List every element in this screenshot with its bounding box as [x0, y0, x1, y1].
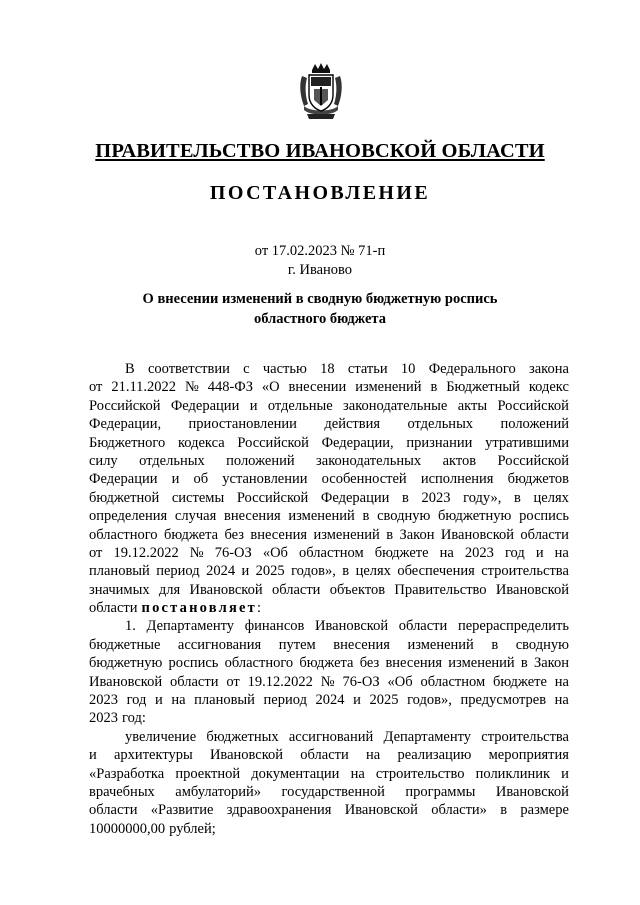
word: и [89, 747, 97, 764]
word: Ивановской [344, 802, 418, 819]
word: реализацию [397, 747, 472, 764]
word: 2024 [206, 563, 236, 580]
word: бюджетных [206, 728, 279, 745]
word: кодекса [177, 434, 225, 451]
word: исполнения [420, 471, 494, 488]
word: изменений [407, 636, 474, 653]
word: период [156, 563, 200, 580]
word: бюджетные [89, 636, 161, 653]
word: строительства [481, 728, 569, 745]
word: Бюджетный [446, 379, 520, 396]
body-line [89, 783, 569, 801]
word: В [125, 361, 135, 377]
word: на [554, 673, 569, 690]
word: Российской [497, 397, 569, 414]
word: на [171, 692, 186, 709]
word: «О [261, 379, 280, 396]
word: роспись [519, 508, 569, 525]
word: Закон [533, 655, 569, 672]
word: в [362, 508, 370, 525]
word: период [263, 692, 307, 709]
word: 21.11.2022 [111, 379, 177, 396]
word: бюджета [163, 526, 219, 543]
word: внесения [333, 636, 390, 653]
body-line [89, 360, 569, 378]
word: особенностей [321, 471, 407, 488]
word: и [154, 692, 163, 709]
body-line [89, 654, 569, 672]
word: Федерации [89, 471, 158, 488]
word: и [535, 544, 544, 561]
body-line [89, 728, 569, 746]
word: Ивановской [315, 618, 389, 635]
word: и [241, 563, 250, 580]
word: внесения [385, 655, 443, 672]
word: годов», [291, 563, 336, 580]
word: поликлиник [475, 765, 551, 782]
city-line: г. Иваново [287, 262, 353, 278]
word: документации [251, 765, 340, 782]
word: в [500, 802, 508, 819]
word: от [226, 673, 240, 690]
word: путем [278, 636, 316, 653]
word: в [402, 489, 409, 506]
resolves-word: постановляет [141, 600, 257, 617]
word: целях [355, 563, 391, 580]
word: строительство [375, 765, 465, 782]
word: году», [463, 489, 502, 506]
word: на [554, 544, 569, 561]
word: без [224, 526, 244, 543]
body-line [89, 562, 569, 580]
government-title: ПРАВИТЕЛЬСТВО ИВАНОВСКОЙ ОБЛАСТИ [95, 140, 545, 162]
word: Федерации, [321, 434, 394, 451]
word: 19.12.2022 [113, 544, 179, 561]
word: «Разработка [89, 765, 165, 782]
word: Федерального [428, 361, 516, 377]
word: в [520, 655, 528, 672]
word: от [89, 544, 103, 561]
word: 2023 [421, 489, 451, 506]
word: законодательные [343, 397, 448, 414]
word: приостановлении [188, 416, 297, 433]
word: утратившими [485, 434, 569, 451]
word: бюджетной [89, 489, 160, 506]
body-line [89, 617, 569, 635]
word: изменений [288, 508, 355, 525]
word: архитектуры [114, 747, 193, 764]
word: акты [457, 397, 488, 414]
word: признании [406, 434, 473, 451]
word: силу [89, 452, 118, 469]
word: год: [122, 710, 146, 727]
word: области [398, 618, 448, 635]
word: области [89, 802, 138, 819]
body-line [89, 544, 569, 562]
document-type-title: ПОСТАНОВЛЕНИЕ [209, 182, 431, 204]
word: Российской [89, 397, 161, 414]
word: 18 [320, 361, 335, 377]
word: 19.12.2022 [247, 673, 313, 690]
body-line [89, 526, 569, 544]
word: объектов [329, 581, 386, 598]
word: Департаменту [383, 728, 472, 745]
word: значимых [89, 581, 150, 598]
word: плановый [194, 692, 255, 709]
word: Российской [497, 452, 569, 469]
word: плановый [89, 563, 150, 580]
word: области [300, 747, 349, 764]
word: области [271, 581, 321, 598]
body-line [89, 415, 569, 433]
word: кодекс [528, 379, 569, 396]
word: областном [299, 544, 364, 561]
word: соответствии [147, 361, 230, 377]
word: и [561, 765, 569, 782]
word: в [386, 526, 394, 543]
word: 448-ФЗ [207, 379, 253, 396]
word: 2024 [315, 692, 345, 709]
word: Федерации, [89, 416, 162, 433]
word: сводную [377, 508, 431, 525]
word: на [350, 765, 365, 782]
word: бюджетную [438, 508, 512, 525]
word: 76-ОЗ [342, 673, 380, 690]
date-block [70, 242, 570, 280]
word: бюджетную [89, 655, 163, 672]
word: перераспределить [457, 618, 569, 635]
word: увеличение [125, 728, 197, 745]
word: без [359, 655, 380, 672]
word: Ивановской [495, 581, 569, 598]
word: отдельных [139, 452, 205, 469]
word: системы [171, 489, 225, 506]
word: областном [420, 673, 486, 690]
word: области» [431, 802, 487, 819]
subject-line-1: О внесении изменений в сводную бюджетную роспись [142, 291, 498, 307]
word: положений [226, 452, 295, 469]
word: Российской [237, 434, 309, 451]
word: статьи [347, 361, 388, 377]
word: 2025 [369, 692, 399, 709]
word: отдельные [267, 397, 333, 414]
word: в [514, 489, 521, 506]
word: на [439, 544, 454, 561]
word: законодательных [316, 452, 422, 469]
word: мероприятия [488, 747, 569, 764]
word: роспись [168, 655, 219, 672]
word: программы [405, 783, 476, 800]
word: размере [520, 802, 569, 819]
body-line [89, 691, 569, 709]
word: государственной [281, 783, 385, 800]
word: финансов [244, 618, 305, 635]
word: отдельных [407, 416, 474, 433]
word: изменений [355, 379, 422, 396]
body-line [89, 673, 569, 691]
word: положений [500, 416, 569, 433]
word: 76-ОЗ [214, 544, 252, 561]
word: Ивановской [495, 783, 569, 800]
subject-heading [70, 290, 570, 329]
word: предусмотрев [460, 692, 547, 709]
word: бюджетов [507, 471, 569, 488]
body-line [89, 434, 569, 452]
word: действия [324, 416, 380, 433]
word: бюджете [374, 544, 429, 561]
word: внесения [250, 526, 308, 543]
word: областного [89, 526, 158, 543]
word: закона [529, 361, 569, 377]
word: Ивановской [440, 526, 515, 543]
word: проектной [175, 765, 241, 782]
word: «Развитие [150, 802, 214, 819]
body-line [89, 581, 569, 599]
word: и [249, 397, 258, 414]
word: амбулаторий» [175, 783, 262, 800]
coat-of-arms-emblem [298, 62, 344, 122]
word: ассигнования [177, 636, 262, 653]
body-text [89, 360, 569, 838]
word: бюджете [493, 673, 547, 690]
word: Закон [399, 526, 435, 543]
word: в [342, 563, 350, 580]
body-line [89, 709, 569, 727]
word: с [243, 361, 250, 377]
word: 2023 [464, 544, 494, 561]
word: на [554, 692, 569, 709]
body-line [89, 765, 569, 783]
word: врачебных [89, 783, 155, 800]
word: годов», [407, 692, 452, 709]
word: «Об [387, 673, 413, 690]
word: 10000000,00 [89, 820, 166, 837]
word: 2025 [255, 563, 285, 580]
word: от [89, 379, 103, 396]
body-line [89, 636, 569, 654]
word: об [193, 471, 209, 488]
word: 2023 [89, 710, 118, 727]
word: № [184, 379, 199, 396]
word: Федерации [320, 489, 390, 506]
word: Правительство [394, 581, 487, 598]
date-number-line: от 17.02.2023 № 71-п [254, 243, 386, 259]
body-line [89, 820, 569, 838]
body-line [89, 397, 569, 415]
word: сводную [515, 636, 569, 653]
word: год [504, 544, 525, 561]
word: актов [442, 452, 477, 469]
word: ассигнований [288, 728, 374, 745]
word: в [491, 636, 499, 653]
word: Департаменту [146, 618, 235, 635]
word: 1. [125, 618, 136, 635]
word: № [189, 544, 204, 561]
word: и [353, 692, 361, 709]
word: внесении [288, 379, 347, 396]
word: Ивановской [209, 747, 284, 764]
word: «Об [262, 544, 288, 561]
word: здравоохранения [226, 802, 332, 819]
body-line [89, 801, 569, 819]
body-line [89, 746, 569, 764]
word: области [169, 673, 219, 690]
word: рублей; [169, 820, 216, 837]
word: бюджета [299, 655, 354, 672]
word: Ивановской [189, 581, 263, 598]
word: обеспечения [397, 563, 475, 580]
word: изменений [448, 655, 515, 672]
word: изменений [313, 526, 380, 543]
word: Российской [236, 489, 309, 506]
word: частью [262, 361, 307, 377]
word: определения [89, 508, 168, 525]
coat-of-arms-icon [298, 62, 344, 122]
subject-line-2: областного бюджета [254, 310, 386, 327]
body-line [89, 452, 569, 470]
word: на [366, 747, 381, 764]
body-line [89, 507, 569, 525]
word: Ивановской [89, 673, 163, 690]
body-line [89, 489, 569, 507]
word: Федерации [170, 397, 240, 414]
word: строительства [481, 563, 569, 580]
word: области [520, 526, 569, 543]
word: 2023 [89, 692, 118, 709]
word: целях [533, 489, 569, 506]
word: год [126, 692, 147, 709]
word: и [171, 471, 180, 488]
word: 10 [400, 361, 416, 377]
word: случая [174, 508, 217, 525]
word: внесения [223, 508, 281, 525]
body-line [89, 599, 569, 617]
word: в [430, 379, 438, 396]
word: областного [224, 655, 294, 672]
word: области [89, 600, 138, 617]
word: установлении [222, 471, 308, 488]
word: Бюджетного [89, 434, 166, 451]
word: № [320, 673, 335, 690]
word: для [158, 581, 181, 598]
punctuation: : [256, 600, 261, 617]
body-line [89, 378, 569, 396]
body-line [89, 470, 569, 488]
